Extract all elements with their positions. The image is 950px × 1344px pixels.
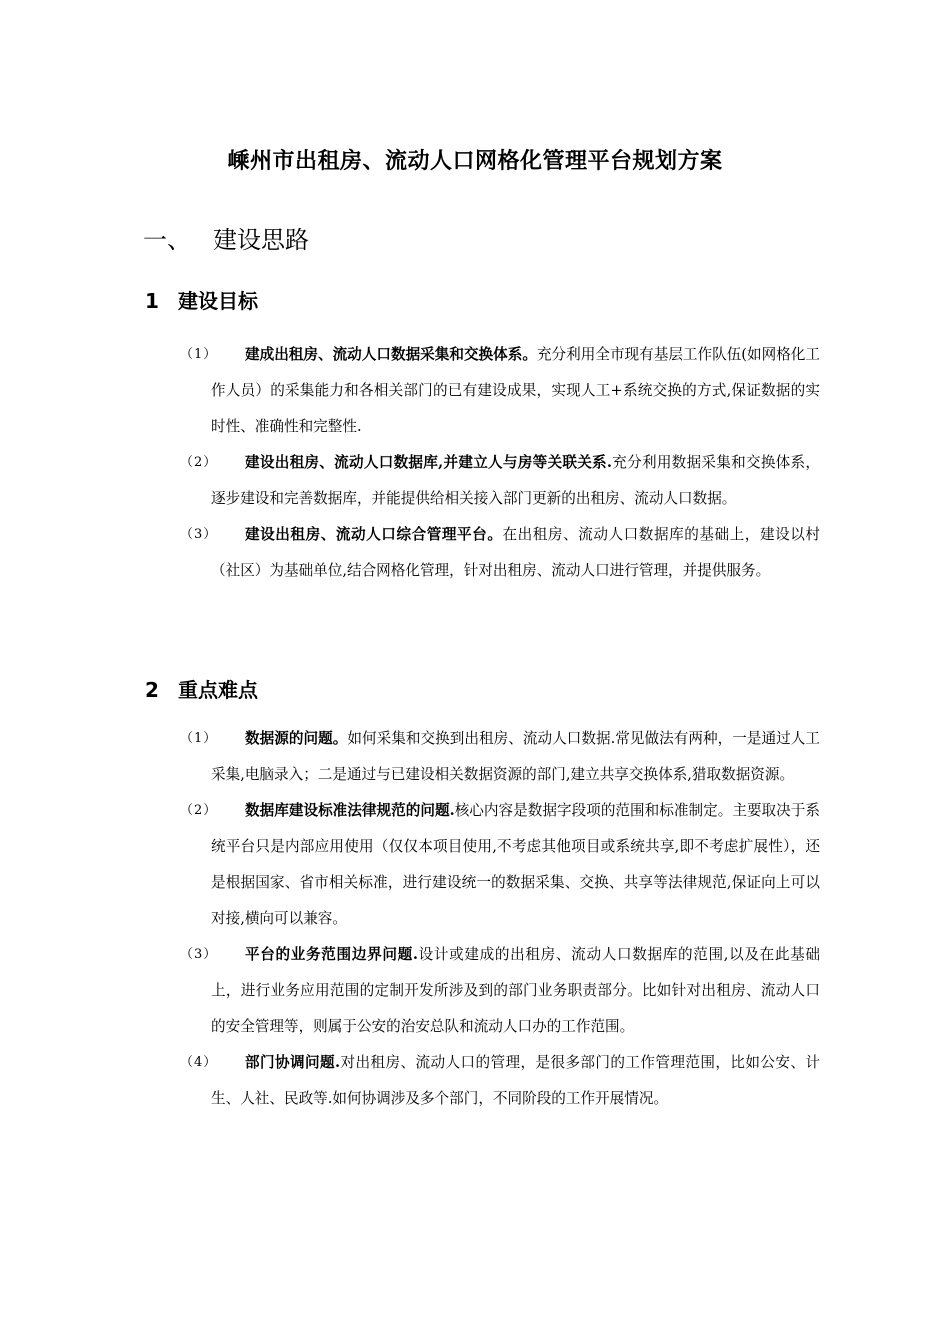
- item-text: [211, 445, 820, 517]
- page-title: 嵊州市出租房、流动人口网格化管理平台规划方案: [227, 148, 723, 174]
- subheading-goals: [145, 285, 258, 317]
- list-item: [180, 793, 820, 937]
- list-item: [180, 445, 820, 517]
- item-lead: 平台的业务范围边界问题.: [245, 946, 418, 963]
- item-text: [211, 937, 820, 1045]
- subheading-number: 2: [145, 678, 159, 702]
- difficulties-list: [180, 721, 820, 1117]
- section-number: 一、: [143, 226, 191, 254]
- item-lead: 建成出租房、流动人口数据采集和交换体系。: [245, 346, 537, 363]
- section-heading-1: [143, 222, 309, 258]
- item-marker: （3）: [180, 527, 218, 542]
- goals-list: [180, 337, 820, 589]
- item-lead: 数据源的问题。: [245, 730, 348, 747]
- subheading-difficulties: [145, 674, 258, 706]
- item-lead: 数据库建设标准法律规范的问题.: [245, 802, 455, 819]
- item-body: 在出租房、流动人口数据库的基础上，建设以村（社区）为基础单位,结合网格化管理，针对出租房、流动人口进行管理，并提供服务。: [211, 526, 820, 579]
- item-body: 如何采集和交换到出租房、流动人口数据.常见做法有两种，一是通过人工采集,电脑录入；二是通过与已建设相关数据资源的部门,建立共享交换体系,猎取数据资源。: [211, 730, 820, 783]
- item-lead: 建设出租房、流动人口综合管理平台。: [245, 526, 503, 543]
- item-body: 对出租房、流动人口的管理，是很多部门的工作管理范围，比如公安、计生、人社、民政等.如何协调涉及多个部门，不同阶段的工作开展情况。: [211, 1054, 820, 1107]
- item-lead: 部门协调问题.: [245, 1054, 341, 1071]
- list-item: [180, 937, 820, 1045]
- item-lead: 建设出租房、流动人口数据库,并建立人与房等关联关系.: [245, 454, 612, 471]
- item-marker: （4）: [180, 1055, 218, 1070]
- item-text: [211, 721, 820, 793]
- item-marker: （2）: [180, 455, 218, 470]
- subheading-number: 1: [145, 289, 159, 313]
- list-item: [180, 337, 820, 445]
- item-body: 设计或建成的出租房、流动人口数据库的范围,以及在此基础上，进行业务应用范围的定制开发所涉及到的部门业务职责部分。比如针对出租房、流动人口的安全管理等，则属于公安的治安总队和流动人口办的工作范围。: [211, 946, 820, 1035]
- item-body: 充分利用全市现有基层工作队伍(如网格化工作人员）的采集能力和各相关部门的已有建设成果，实现人工+系统交换的方式,保证数据的实时性、准确性和完整性.: [211, 346, 820, 435]
- item-body: 核心内容是数据字段项的范围和标准制定。主要取决于系统平台只是内部应用使用（仅仅本项目使用,不考虑其他项目或系统共享,即不考虑扩展性），还是根据国家、省市相关标准，进行建设统一的数据采集、交换、共享等法律规范,保证向上可以对接,横向可以兼容。: [211, 802, 820, 927]
- list-item: [180, 721, 820, 793]
- subheading-title: 重点难点: [178, 678, 258, 702]
- item-marker: （2）: [180, 803, 218, 818]
- item-text: [211, 337, 820, 445]
- item-marker: （3）: [180, 947, 218, 962]
- list-item: [180, 1045, 820, 1117]
- item-text: [211, 517, 820, 589]
- list-item: [180, 517, 820, 589]
- item-marker: （1）: [180, 731, 218, 746]
- item-text: [211, 793, 820, 937]
- item-text: [211, 1045, 820, 1117]
- subheading-title: 建设目标: [178, 289, 258, 313]
- item-body: 充分利用数据采集和交换体系，逐步建设和完善数据库，并能提供给相关接入部门更新的出租房、流动人口数据。: [211, 454, 820, 507]
- section-title: 建设思路: [213, 226, 309, 254]
- item-marker: （1）: [180, 347, 218, 362]
